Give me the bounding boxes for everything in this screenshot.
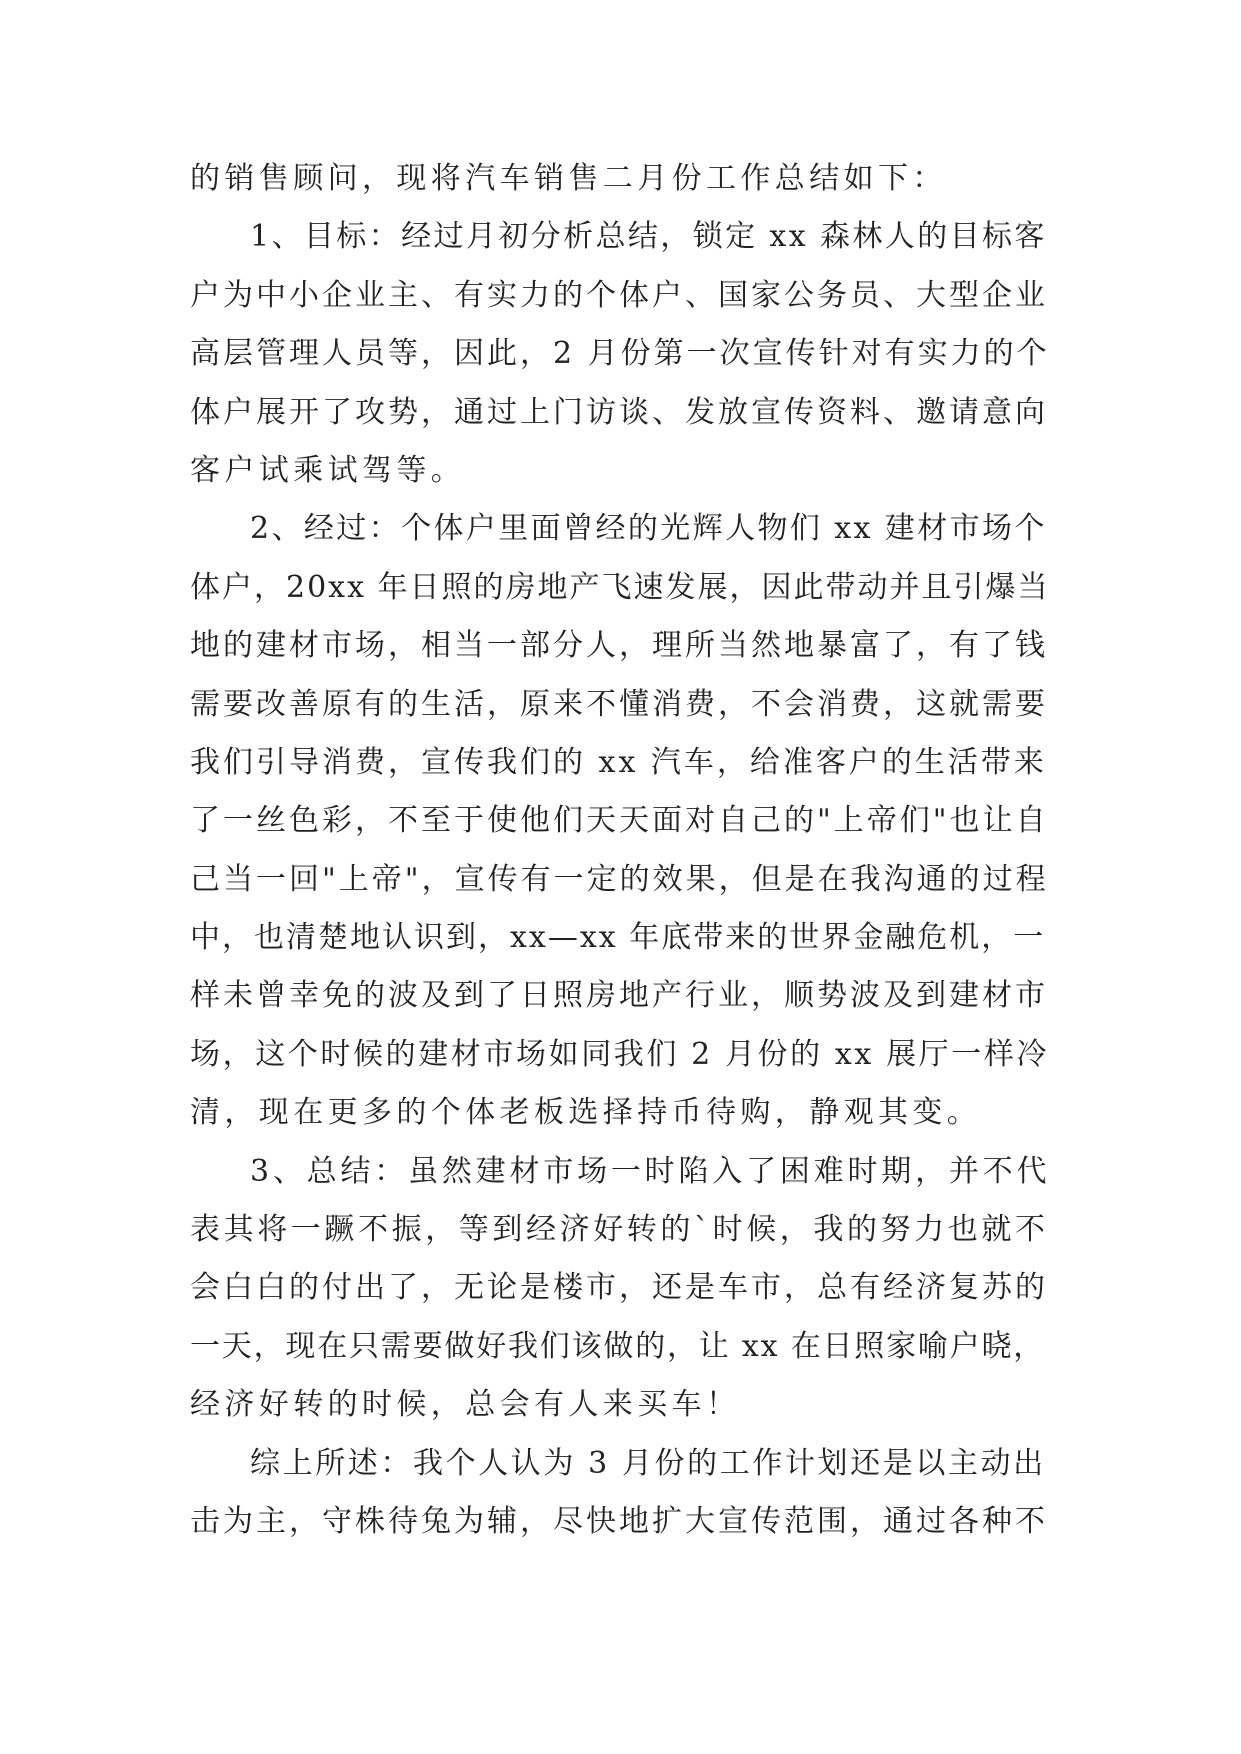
text-line: 清，现在更多的个体老板选择持币待购，静观其变。 (190, 1095, 982, 1131)
text-line: 体户展开了攻势，通过上门访谈、发放宣传资料、邀请意向 (190, 394, 1048, 430)
text-line: 1、目标：经过月初分析总结，锁定 xx 森林人的目标客 (250, 219, 1047, 255)
text-line: 的销售顾问，现将汽车销售二月份工作总结如下： (190, 161, 947, 196)
text-line: 体户，20xx 年日照的房地产飞速发展，因此带动并且引爆当 (190, 569, 1050, 605)
text-line: 户为中小企业主、有实力的个体户、国家公务员、大型企业 (190, 277, 1048, 313)
text-line: 3、总结：虽然建材市场一时陷入了困难时期，并不代 (250, 1153, 1051, 1189)
text-line: 客户试乘试驾等。 (190, 452, 466, 488)
text-line: 己当一回"上帝"，宣传有一定的效果，但是在我沟通的过程 (190, 861, 1049, 897)
document-body (190, 150, 1050, 1551)
text-line: 一天，现在只需要做好我们该做的，让 xx 在日照家喻户晓， (190, 1328, 1046, 1364)
text-line: 了一丝色彩，不至于使他们天天面对自己的"上帝们"也让自 (190, 803, 1049, 839)
text-line: 会白白的付出了，无论是楼市，还是车市，总有经济复苏的 (190, 1270, 1048, 1306)
text-line: 经济好转的时候，总会有人来买车！ (190, 1387, 741, 1423)
text-line: 表其将一蹶不振，等到经济好转的`时候，我的努力也就不 (190, 1212, 1049, 1248)
text-line: 中，也清楚地认识到，xx—xx 年底带来的世界金融危机，一 (190, 920, 1046, 956)
text-line: 2、经过：个体户里面曾经的光辉人物们 xx 建材市场个 (250, 511, 1047, 547)
text-line: 场，这个时候的建材市场如同我们 2 月份的 xx 展厅一样冷 (190, 1036, 1050, 1072)
text-line: 地的建材市场，相当一部分人，理所当然地暴富了，有了钱 (190, 628, 1048, 664)
text-line: 样未曾幸免的波及到了日照房地产行业，顺势波及到建材市 (190, 978, 1048, 1014)
text-line: 我们引导消费，宣传我们的 xx 汽车，给准客户的生活带来 (190, 744, 1047, 780)
text-line: 高层管理人员等，因此，2 月份第一次宣传针对有实力的个 (190, 336, 1050, 372)
text-line: 综上所述：我个人认为 3 月份的工作计划还是以主动出 (250, 1445, 1046, 1481)
text-line: 需要改善原有的生活，原来不懂消费，不会消费，这就需要 (190, 686, 1048, 722)
text-line: 击为主，守株待兔为辅，尽快地扩大宣传范围，通过各种不 (190, 1503, 1048, 1539)
